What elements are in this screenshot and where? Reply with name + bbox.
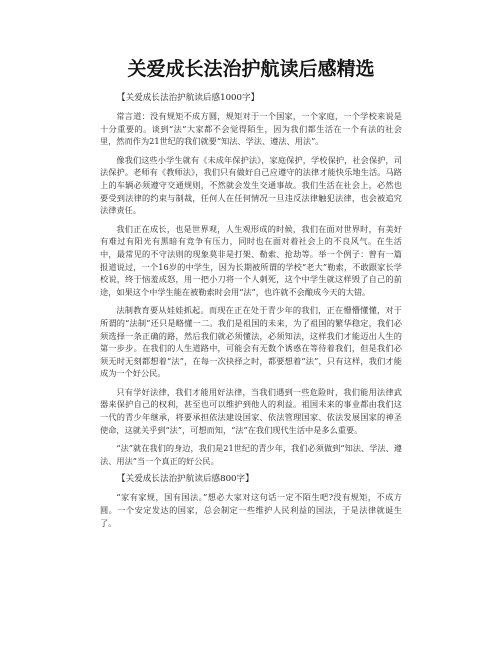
- section-heading: 【关爱成长法治护航读后感800字】: [117, 474, 254, 485]
- paragraph: “法”就在我们的身边，我们是21世纪的青少年，我们必须做到“知法、学法、遵法、用法”当一个真正的好公民。: [100, 443, 402, 466]
- document-title: 关爱成长法治护航读后感精选: [127, 58, 375, 80]
- section-800: [100, 473, 402, 529]
- paragraph: 只有学好法律，我们才能用好法律，当我们遇到一些危险时，我们能用法律武器来保护自己的权利，甚至也可以维护到他人的利益。祖国未来的事业都由我们这一代的青少年继承，将要承担依法建设国家、依法管理国家、依法发展国家的神圣使命，这就关乎到“法”，可想而知，“法”在我们现代生活中是多么重要。: [100, 386, 402, 435]
- paragraph: “家有家规，国有国法。”想必大家对这句话一定不陌生吧?没有规矩，不成方圆。一个安定发达的国家，总会制定一些维护人民利益的国法，于是法律就诞生了。: [100, 492, 402, 528]
- section-1000: [100, 92, 402, 467]
- paragraph: 法制教育要从娃娃抓起。而现在正在处于青少年的我们，正在懵懵懂懂，对于所谓的“法制”还只是略懂一二。我们是祖国的未来，为了祖国的繁华稳定，我们必须选择一条正确的路，然后我们就必须懂法，必须知法，这样我们才能迈出人生的第一步步。在我们的人生道路中，可能会有无数个诱惑在等待着我们，但是我们必须无时无刻都想着“法”，在每一次抉择之时，都要想着“法”，只有这样，我们才能成为一个好公民。: [100, 305, 402, 379]
- paragraph: 我们正在成长，也是世界观，人生观形成的时候，我们在面对世界时，有美好有难过有阳光有黑暗有竞争有压力，同时也在面对着社会上的不良风气。在生活中，最常见的不守法则的现象莫非是打架、勒索、抢劫等。举一个例子：曾有一篇报道说过，一个16岁的中学生，因为长期被所谓的学校“老大”勒索，不敢跟家长学校说，终于恼羞成怒，用一把小刀将一个人刺死，这个中学生就这样毁了自己的前途，如果这个中学生能在被勒索时会用“法”，也许就不会酿成今天的大错。: [100, 223, 402, 297]
- section-heading: 【关爱成长法治护航读后感1000字】: [117, 93, 260, 103]
- paragraph: 常言道：没有规矩不成方圆，规矩对于一个国家，一个家庭，一个学校来说是十分重要的。谈到“法”大家都不会觉得陌生，因为我们都生活在一个有法的社会里，然而作为21世纪的我们就要“知法、学法、遵法、用法”。: [100, 111, 402, 147]
- paragraph: 像我们这些小学生就有《未成年保护法》，家庭保护，学校保护，社会保护，司法保护。老师有《教师法》，我们只有做好自己应遵守的法律才能快乐地生活。马路上的车辆必须遵守交通规则，不然就会发生交通事故。我们生活在社会上，必然也要受到法律的约束与制裁，任何人在任何情况一旦违反法律触犯法律，也会被追究法律责任。: [100, 154, 402, 216]
